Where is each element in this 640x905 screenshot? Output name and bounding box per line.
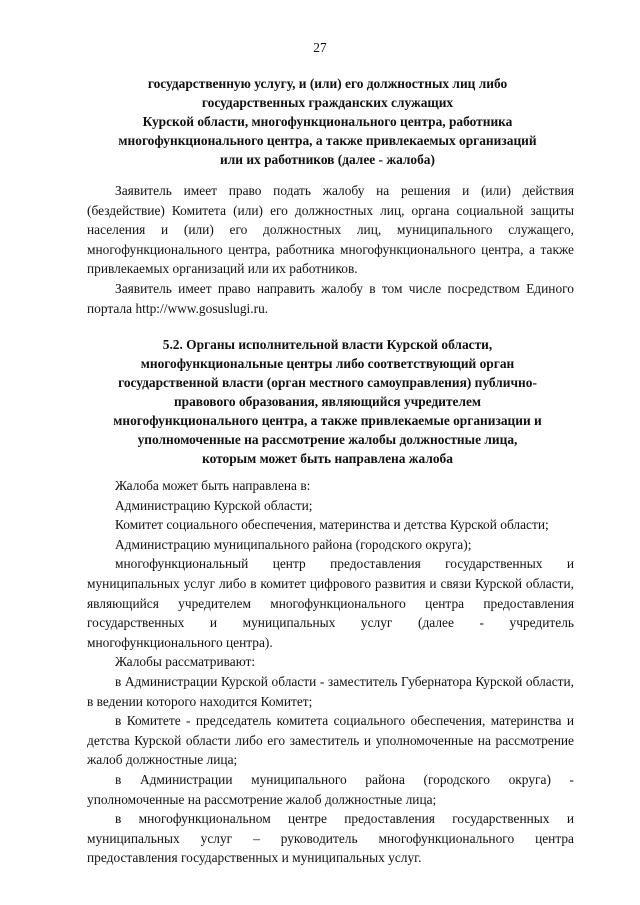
section-heading-complaint (80, 74, 575, 169)
section-body-rights (87, 181, 574, 318)
paragraph (87, 279, 574, 318)
paragraph: Администрацию муниципального района (городского округа); (115, 536, 472, 552)
heading-line: Курской области, многофункционального центра, работника (142, 114, 513, 129)
heading-line: государственную услугу, и (или) его должностных лиц либо (147, 76, 508, 91)
gosuslugi-link[interactable]: http://www.gosuslugi.ru. (135, 300, 269, 316)
section-body-recipients (87, 476, 574, 868)
section-heading-5-2 (80, 335, 575, 468)
heading-line: государственных гражданских служащих (201, 95, 454, 110)
paragraph: многофункциональный центр предоставления государственных и муниципальных услуг либо в комитет цифрового развития и связи Курской области, являющийся учредителем многофункционального центра предоставления государственных и муниципальных услуг (далее - учредитель многофункционального центра). (87, 556, 574, 650)
page-number: 27 (313, 40, 327, 55)
heading-line: многофункционального центра, а также привлекаемые организации и (113, 413, 542, 428)
paragraph: Администрацию Курской области; (115, 497, 313, 513)
paragraph: Заявитель имеет право подать жалобу на решения и (или) действия (бездействие) Комитета (или) его должностных лиц, органа социальной защиты населения и (или) его должностных лиц, муниципального служащего, многофункционального центра, работника многофункционального центра, а также привлекаемых организаций или их работников. (87, 183, 574, 277)
heading-line: или их работников (далее - жалоба) (220, 152, 435, 167)
paragraph: в Комитете - председатель комитета социального обеспечения, материнства и детства Курской области либо его заместитель и уполномоченные на рассмотрение жалоб должностные лица; (87, 713, 574, 768)
paragraph: Жалобы рассматривают: (115, 654, 256, 670)
paragraph: Комитет социального обеспечения, материнства и детства Курской области; (115, 517, 549, 533)
heading-line: которым может быть направлена жалоба (202, 451, 453, 466)
paragraph: в Администрации Курской области - заместитель Губернатора Курской области, в ведении которого находится Комитет; (87, 673, 574, 709)
heading-line: 5.2. Органы исполнительной власти Курской области, (162, 337, 493, 352)
heading-line: правового образования, являющийся учредителем (173, 394, 482, 409)
paragraph: в многофункциональном центре предоставления государственных и муниципальных услуг – руководитель многофункционального центра предоставления государственных и муниципальных услуг. (87, 811, 574, 866)
heading-line: многофункционального центра, а также привлекаемых организаций (118, 133, 537, 148)
paragraph: в Администрации муниципального района (городского округа) - уполномоченные на рассмотрение жалоб должностные лица; (87, 771, 574, 807)
heading-line: уполномоченные на рассмотрение жалобы должностные лица, (137, 432, 518, 447)
paragraph: Жалоба может быть направлена в: (115, 478, 311, 493)
heading-line: многофункциональные центры либо соответствующий орган (140, 356, 515, 371)
paragraph-text: Заявитель имеет право направить жалобу в том числе посредством Единого портала (87, 280, 574, 316)
heading-line: государственной власти (орган местного самоуправления) публично- (118, 375, 537, 390)
